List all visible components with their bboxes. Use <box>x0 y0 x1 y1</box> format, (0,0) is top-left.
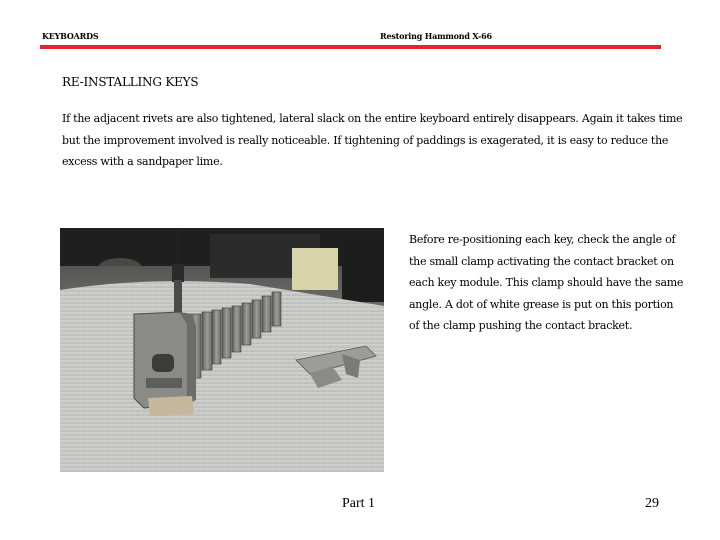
header-section-label: KEYBOARDS <box>42 31 99 41</box>
header-document-title: Restoring Hammond X-66 <box>380 31 492 41</box>
intro-paragraph: If the adjacent rivets are also tightened, lateral slack on the entire keyboard entirely disappears. Again it takes time but the improvement involved is really noticeable. If tightening of paddings is exagerated, it is easy to reduce the excess with a sandpaper lime. <box>62 112 683 168</box>
footer-part-label: Part 1 <box>342 496 376 511</box>
page-number: 29 <box>645 496 659 511</box>
header-rule <box>40 45 661 49</box>
side-paragraph: Before re-positioning each key, check the angle of the small clamp activating the contact bracket on each key module. This clamp should have the same angle. A dot of white grease is put on this portion of the clamp pushing the contact bracket. <box>409 233 684 333</box>
section-title: RE-INSTALLING KEYS <box>62 75 199 89</box>
key-clamp-photo <box>60 228 384 472</box>
key-clamp-photo-illustration <box>60 228 384 472</box>
